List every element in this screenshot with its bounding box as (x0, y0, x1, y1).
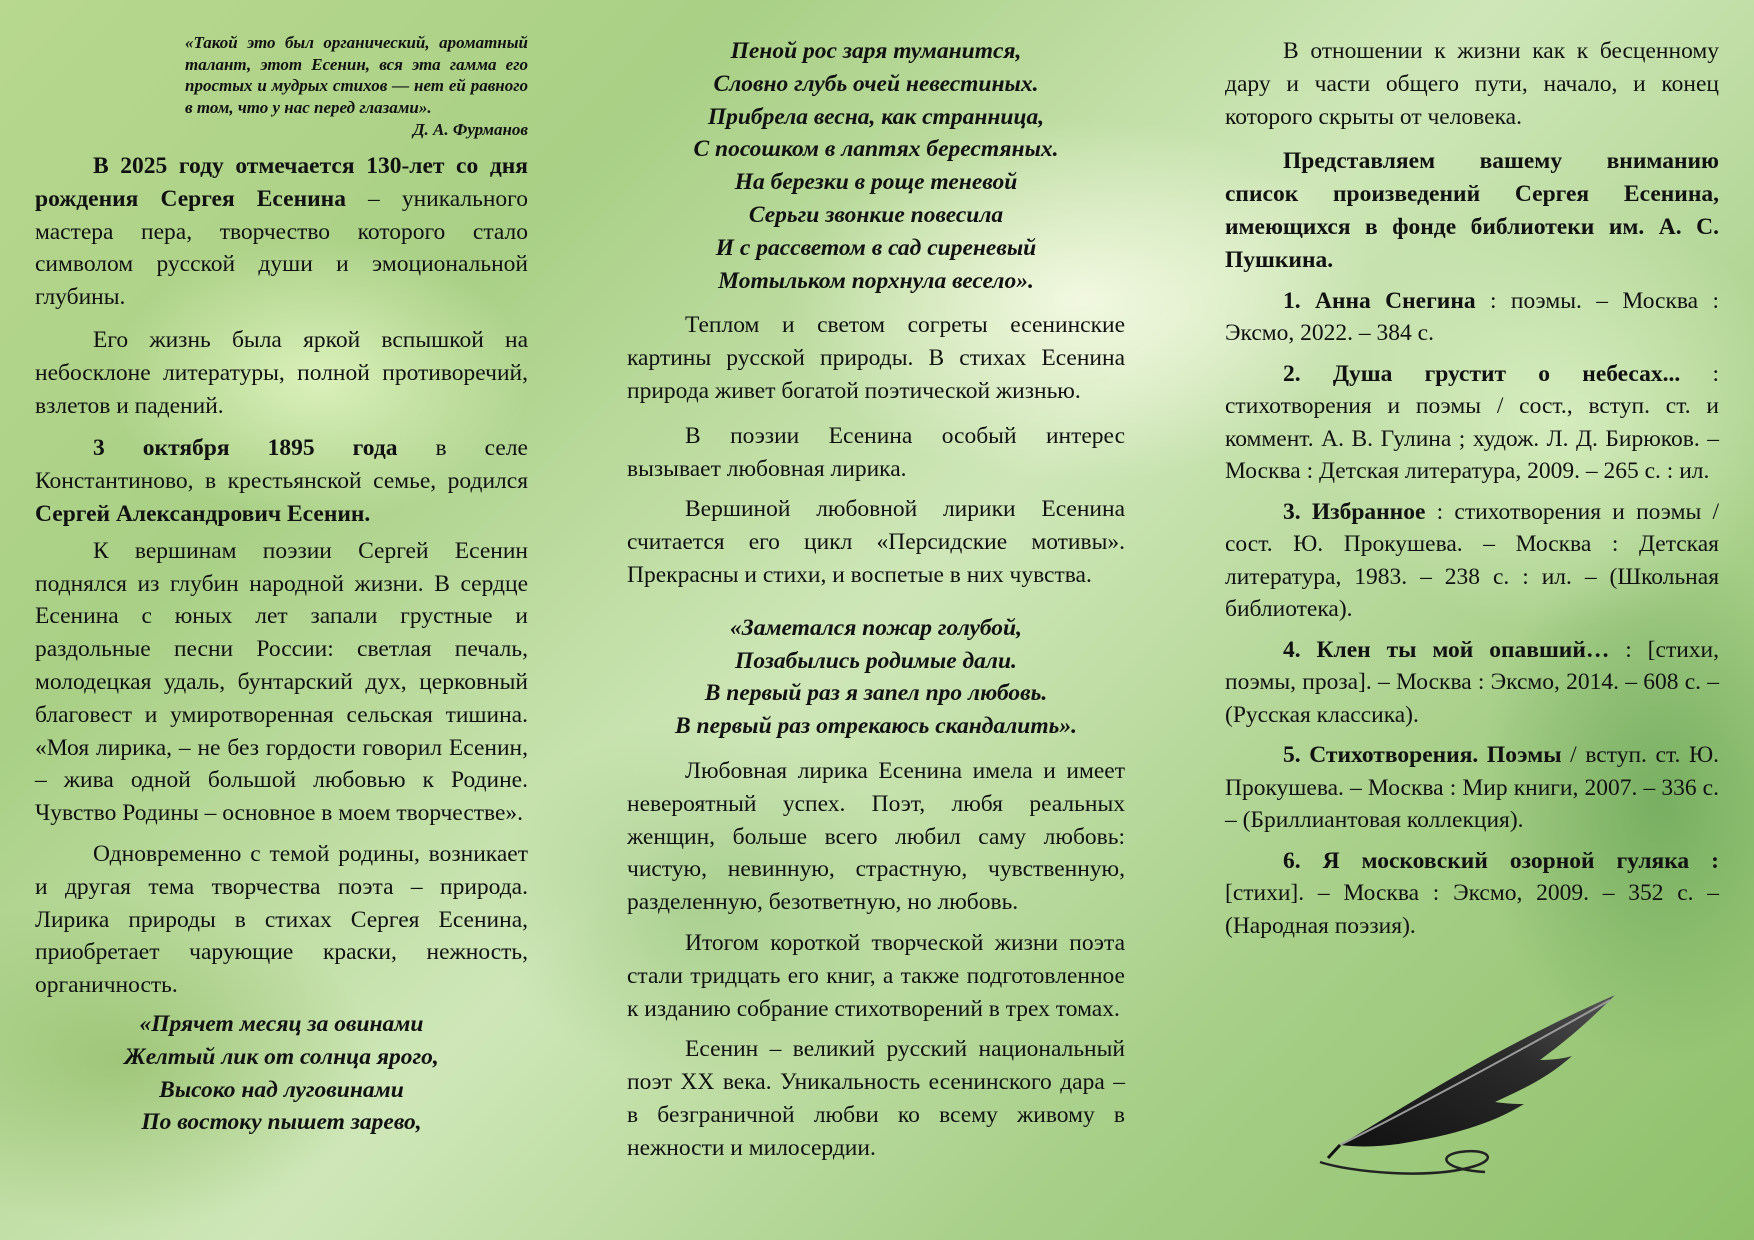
intro-paragraph: В 2025 году отмечается 130-лет со дня рождения Сергея Есенина – уникального мастера пера, творчество которого стало символом русской души и эмоциональной глубины. (35, 153, 528, 311)
epigraph-text: «Такой это был органический, ароматный талант, этот Есенин, вся эта гамма его простых и мудрых стихов — нет ей равного в том, что у нас перед глазами». (185, 33, 528, 117)
life-paragraph: Его жизнь была яркой вспышкой на небосклоне литературы, полной противоречий, взлетов и падений. (35, 326, 528, 419)
anniversary-bold: В 2025 году отмечается 130-лет со дня рождения Сергея Есенина (35, 153, 528, 212)
book-entry: 5. Стихотворения. Поэмы / вступ. ст. Ю. Прокушева. – Москва : Мир книги, 2007. – 336 с. – (Бриллиантовая коллекция). (1225, 742, 1719, 834)
poem-spring: Пеной рос заря туманится, Словно глубь очей невестиных. Прибрела весна, как странница, С посошком в лаптях берестяных. На березки в роще теневой Серьги звонкие повесила И с рассветом в сад сиреневый Мотыльком порхнула весело». (693, 38, 1059, 294)
column-left (35, 0, 528, 1139)
poem-blue-fire: «Заметался пожар голубой, Позабылись родимые дали. В первый раз я запел про любовь. В первый раз отрекаюсь скандалить». (674, 614, 1077, 740)
column-right (1225, 0, 1719, 942)
column-middle (627, 0, 1125, 1165)
poem-moon: «Прячет месяц за овинами Желтый лик от солнца ярого, Высоко над луговинами По востоку пышет зарево, (124, 1010, 439, 1136)
love-lyric-paragraph: В поэзии Есенина особый интерес вызывает любовная лирика. (627, 422, 1125, 482)
birth-paragraph: 3 октября 1895 года в селе Константиново, в крестьянской семье, родился Сергей Александрович Есенин. (35, 435, 528, 527)
poetry-paragraph: К вершинам поэзии Сергей Есенин поднялся из глубин народной жизни. В сердце Есенина с юных лет запали грустные и раздольные песни России: светлая печаль, молодецкая удаль, бунтарский дух, церковный благовест и умиротворенная сельская тишина. «Моя лирика, – не без гордости говорил Есенин, – жива одной большой любовью к Родине. Чувство Родины – основное в моем творчестве». (35, 537, 528, 827)
epigraph-author: Д. А. Фурманов (412, 120, 528, 139)
book-entry: 4. Клен ты мой опавший… : [стихи, поэмы, проза]. – Москва : Эксмо, 2014. – 608 с. – (Русская классика). (1225, 636, 1719, 728)
quill-pen-icon (1310, 990, 1640, 1190)
national-poet-paragraph: Есенин – великий русский национальный поэт XX века. Уникальность есенинского дара – в безграничной любви ко всему живому в нежности и милосердии. (627, 1036, 1125, 1161)
nature-paragraph: Одновременно с темой родины, возникает и другая тема творчества поэта – природа. Лирика природы в стихах Сергея Есенина, приобретает чарующие краски, нежность, органичность. (35, 840, 528, 999)
book-list-intro: Представляем вашему вниманию список произведений Сергея Есенина, имеющихся в фонде библиотеки им. А. С. Пушкина. (1225, 148, 1719, 273)
book-entry: 6. Я московский озорной гуляка : [стихи]. – Москва : Эксмо, 2009. – 352 с. – (Народная поэзия). (1225, 847, 1719, 939)
life-gift-paragraph: В отношении к жизни как к бесценному дару и части общего пути, начало, и конец которого скрыты от человека. (1225, 38, 1719, 130)
legacy-paragraph: Итогом короткой творческой жизни поэта стали тридцать его книг, а также подготовленное к изданию собрание стихотворений в трех томах. (627, 929, 1125, 1022)
book-entry: 1. Анна Снегина : поэмы. – Москва : Эксмо, 2022. – 384 с. (1225, 287, 1719, 347)
persian-motifs-paragraph: Вершиной любовной лирики Есенина считается его цикл «Персидские мотивы». Прекрасны и стихи, и воспетые в них чувства. (627, 496, 1125, 588)
book-entry: 3. Избранное : стихотворения и поэмы / сост. Ю. Прокушева. – Москва : Детская литература, 1983. – 238 с. : ил. – (Школьная библиотека). (1225, 498, 1719, 623)
nature-warmth-paragraph: Теплом и светом согреты есенинские картины русской природы. В стихах Есенина природа живет богатой поэтической жизнью. (627, 312, 1125, 404)
love-success-paragraph: Любовная лирика Есенина имела и имеет невероятный успех. Поэт, любя реальных женщин, больше всего любил саму любовь: чистую, невинную, страстную, чувственную, разделенную, безответную, но любовь. (627, 757, 1125, 916)
book-entry: 2. Душа грустит о небесах... : стихотворения и поэмы / сост., вступ. ст. и коммент. А. В. Гулина ; худож. Л. Д. Бирюков. – Москва : Детская литература, 2009. – 265 с. : ил. (1225, 360, 1719, 485)
